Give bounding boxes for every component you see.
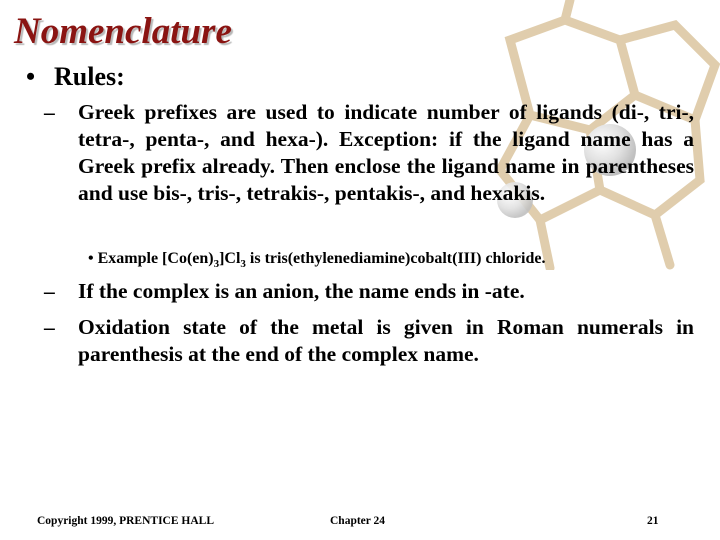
example-sub-1: 3 (213, 258, 220, 271)
example-sub-2: 3 (240, 258, 246, 271)
rule-oxidation-text: Oxidation state of the metal is given in Roman numerals in parenthesis at the end of the complex name. (78, 315, 694, 366)
rule-greek-text: Greek prefixes are used to indicate number of ligands (di-, tri-, tetra-, penta-, and hexa-). Exception: if the ligand name has a Greek prefix already. Then enclose the ligand name in parentheses and use bis-, tris-, tetrakis-, pentakis-, and hexakis. (78, 100, 694, 205)
rules-bullet (26, 62, 125, 92)
footer-copyright: Copyright 1999, PRENTICE HALL (37, 515, 214, 527)
dash-marker: – (44, 100, 55, 124)
dash-marker: – (44, 315, 55, 339)
rules-label: Rules: (54, 62, 125, 91)
example-suffix: is tris(ethylenediamine)cobalt(III) chloride. (245, 250, 546, 267)
example-mid: ]Cl (219, 250, 241, 267)
footer-page-number: 21 (647, 515, 659, 527)
example-prefix: Example [Co(en) (97, 250, 214, 267)
example-bullet: • (88, 250, 94, 267)
dash-marker: – (44, 279, 55, 303)
rule-greek-prefixes (44, 99, 694, 207)
rule-anion (44, 278, 694, 305)
footer-chapter: Chapter 24 (330, 515, 386, 527)
bullet-dot: • (26, 62, 36, 91)
example-item (88, 250, 545, 270)
rule-oxidation (44, 314, 694, 368)
rule-anion-text: If the complex is an anion, the name ends in -ate. (78, 279, 525, 303)
page-title: Nomenclature (14, 11, 232, 52)
